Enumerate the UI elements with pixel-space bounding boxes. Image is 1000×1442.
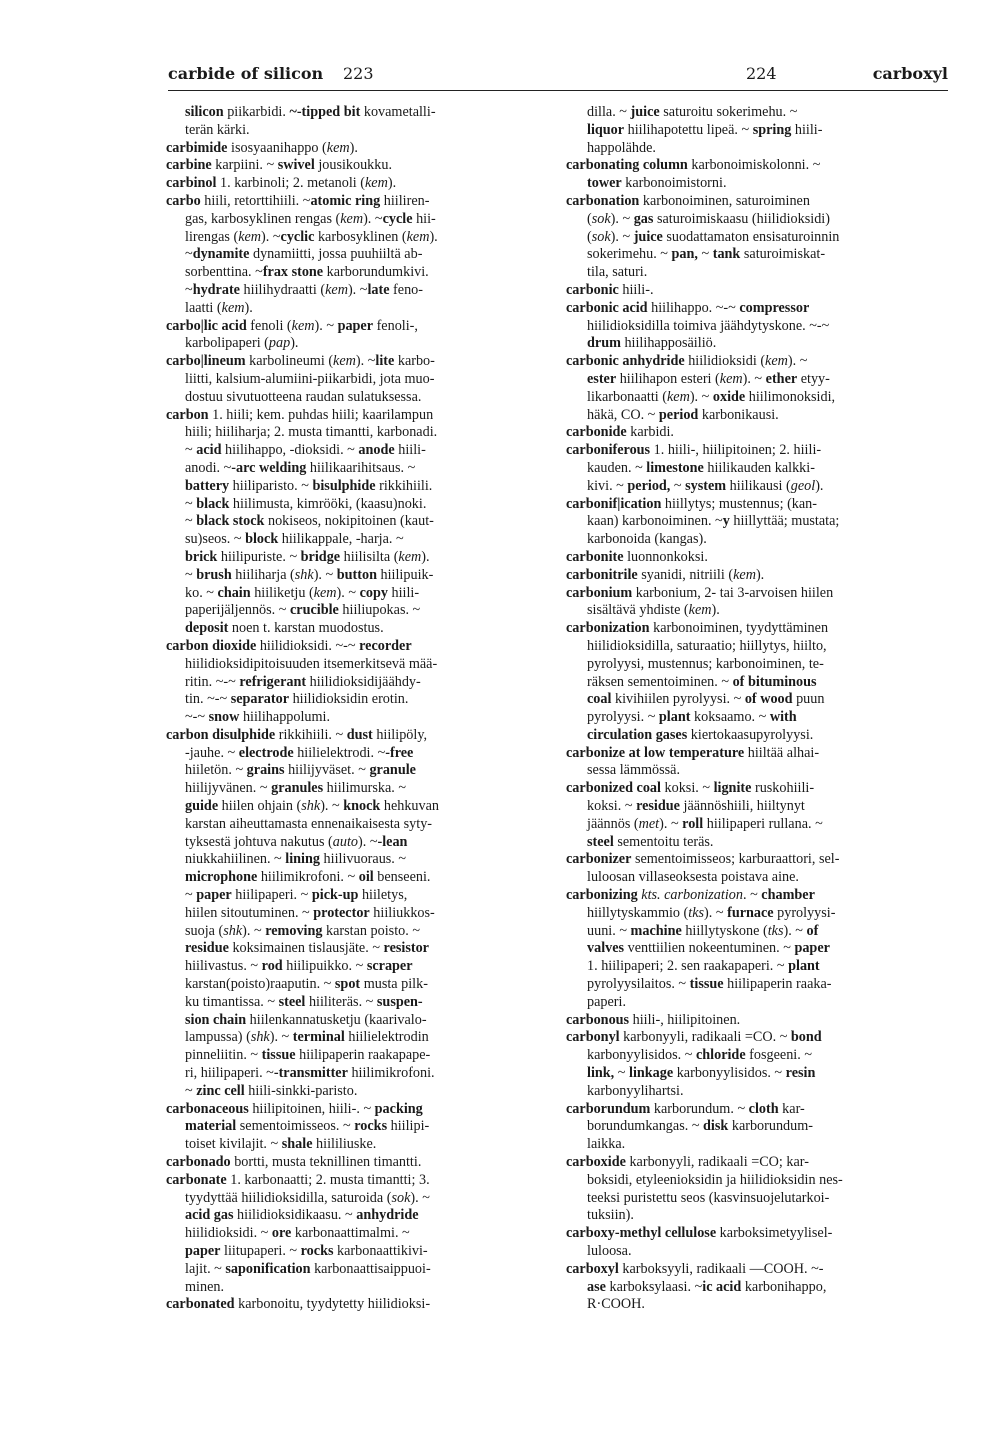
entry-continuation-line: karbolipaperi (pap). <box>185 335 299 352</box>
entry-line: carbonizer sementoimisseos; karburaattori, sel- <box>566 851 840 868</box>
entry-continuation-line: link, ~ linkage karbonyylisidos. ~ resin <box>587 1065 816 1082</box>
entry-continuation-line: acid gas hiilidioksidikaasu. ~ anhydride <box>185 1207 419 1224</box>
entry-continuation-line: minen. <box>185 1278 225 1295</box>
entry-line: carbonizing kts. carbonization. ~ chamber <box>566 887 815 904</box>
entry-line: carbon dioxide hiilidioksidi. ~-~ recorder <box>166 637 412 654</box>
entry-continuation-line: likarbonaatti (kem). ~ oxide hiilimonoksidi, <box>587 388 836 405</box>
entry-continuation-line: (sok). ~ gas saturoimiskaasu (hiilidioksidi) <box>587 210 830 227</box>
entry-continuation-line: paper liitupaperi. ~ rocks karbonaattikivi- <box>185 1243 428 1259</box>
header-rule <box>168 90 948 91</box>
entry-line: carbonitrile syanidi, nitriili (kem). <box>566 566 765 583</box>
entry-continuation-line: ~ brush hiiliharja (shk). ~ button hiilipuik- <box>185 566 434 583</box>
entry-continuation-line: räksen sementoiminen. ~ of bituminous <box>587 673 817 690</box>
entry-line: carbonium karbonium, 2- tai 3-arvoisen hiilen <box>566 584 834 601</box>
entry-line: carbonization karbonoiminen, tyydyttäminen <box>566 620 829 637</box>
entry-continuation-line: hiilidioksidilla toimiva jäähdytyskone. ~-~ <box>587 317 830 334</box>
entry-continuation-line: hiilidioksidipitoisuuden itsemerkitsevä mää- <box>185 655 438 672</box>
entry-continuation-line: battery hiiliparisto. ~ bisulphide rikkihiili. <box>185 477 433 494</box>
entry-continuation-line: ~ zinc cell hiili-sinkki-paristo. <box>185 1082 358 1099</box>
entry-continuation-line: karstan(poisto)raaputin. ~ spot musta pilk- <box>185 976 428 993</box>
entry-continuation-line: sokerimehu. ~ pan, ~ tank saturoimiskat- <box>587 246 826 263</box>
entry-line: carbonize at low temperature hiiltää alhai- <box>566 744 820 761</box>
entry-continuation-line: coal kivihiilen pyrolyysi. ~ of wood puun <box>587 691 825 708</box>
entry-continuation-line: hiilidioksidilla, saturaatio; hiillytys, hiilto, <box>587 637 827 654</box>
entry-continuation-line: liitti, kalsium-alumiini-piikarbidi, jota muo- <box>185 370 435 387</box>
entry-line: carbonate 1. karbonaatti; 2. musta timantti; 3. <box>166 1171 430 1188</box>
entry-continuation-line: microphone hiilimikrofoni. ~ oil benseeni. <box>185 869 431 886</box>
entry-line: carboniferous 1. hiili-, hiilipitoinen; 2. hiili- <box>566 442 822 459</box>
entry-continuation-line: ~dynamite dynamiitti, jossa puuhiiltä ab- <box>185 246 423 263</box>
entry-continuation-line: ritin. ~-~ refrigerant hiilidioksidijäähdy- <box>185 673 421 690</box>
entry-continuation-line: karstan aiheuttamasta ennenaikaisesta syty- <box>185 815 433 832</box>
entry-line: carboxyl karboksyyli, radikaali —COOH. ~- <box>566 1260 824 1277</box>
entry-continuation-line: tuksiin). <box>587 1207 634 1224</box>
entry-continuation-line: ~hydrate hiilihydraatti (kem). ~late feno- <box>185 281 423 298</box>
entry-continuation-line: hiillytyskammio (tks). ~ furnace pyrolyysi- <box>587 904 836 921</box>
entry-continuation-line: hiilen sitoutuminen. ~ protector hiiliukkos- <box>185 904 435 921</box>
entry-line: carbonyl karbonyyli, radikaali =CO. ~ bond <box>566 1029 822 1046</box>
entry-continuation-line: ester hiilihapon esteri (kem). ~ ether etyy- <box>587 370 830 387</box>
entry-continuation-line: happolähde. <box>587 139 656 156</box>
right-column <box>566 104 948 1314</box>
entry-continuation-line: suoja (shk). ~ removing karstan poisto. ~ <box>185 922 421 939</box>
entry-continuation-line: lirengas (kem). ~cyclic karbosyklinen (kem). <box>185 228 438 245</box>
entry-continuation-line: valves venttiilien nokeentuminen. ~ paper <box>587 940 830 957</box>
entry-continuation-line: steel sementoitu teräs. <box>587 833 714 850</box>
entry-line: carbonous hiili-, hiilipitoinen. <box>566 1011 741 1028</box>
entry-continuation-line: ku timantissa. ~ steel hiiliteräs. ~ suspen- <box>185 993 423 1010</box>
entry-continuation-line: ~ black stock nokiseos, nokipitoinen (kaut- <box>185 513 434 530</box>
entry-continuation-line: sion chain hiilenkannatusketju (kaarivalo- <box>185 1011 427 1028</box>
entry-continuation-line: 1. hiilipaperi; 2. sen raakapaperi. ~ plant <box>587 958 820 975</box>
entry-continuation-line: häkä, CO. ~ period karbonikausi. <box>587 406 779 423</box>
entry-continuation-line: material sementoimisseos. ~ rocks hiilipi- <box>185 1118 430 1135</box>
entry-continuation-line: liquor hiilihapotettu lipeä. ~ spring hiili- <box>587 121 823 138</box>
entry-continuation-line: luloosa. <box>587 1243 632 1259</box>
entry-continuation-line: ase karboksylaasi. ~ic acid karbonihappo, <box>587 1278 827 1295</box>
entry-continuation-line: terän kärki. <box>185 121 250 138</box>
entry-continuation-line: karbonyylisidos. ~ chloride fosgeeni. ~ <box>587 1047 813 1064</box>
entry-line: carbon disulphide rikkihiili. ~ dust hiilipöly, <box>166 726 428 743</box>
entry-continuation-line: laikka. <box>587 1136 626 1153</box>
entry-continuation-line: kauden. ~ limestone hiilikauden kalkki- <box>587 459 815 476</box>
entry-continuation-line: hiilivastus. ~ rod hiilipuikko. ~ scraper <box>185 958 413 975</box>
entry-continuation-line: hiiletön. ~ grains hiilijyväset. ~ granule <box>185 762 416 779</box>
entry-continuation-line: tin. ~-~ separator hiilidioksidin erotin. <box>185 691 409 708</box>
entry-continuation-line: ri, hiilipaperi. ~-transmitter hiilimikrofoni. <box>185 1065 435 1082</box>
entry-continuation-line: pyrolyysilaitos. ~ tissue hiilipaperin raaka- <box>587 976 832 993</box>
entry-continuation-line: silicon piikarbidi. ~-tipped bit kovametalli- <box>185 104 436 120</box>
entry-continuation-line: (sok). ~ juice suodattamaton ensisaturoinnin <box>587 228 840 245</box>
entry-continuation-line: laatti (kem). <box>185 299 253 316</box>
entry-continuation-line: borundumkangas. ~ disk karborundum- <box>587 1118 814 1135</box>
entry-continuation-line: drum hiilihapposäiliö. <box>587 335 717 352</box>
entry-continuation-line: sessa lämmössä. <box>587 762 680 779</box>
entry-line: carbonaceous hiilipitoinen, hiili-. ~ packing <box>166 1100 423 1117</box>
entry-continuation-line: toiset kivilajit. ~ shale hiililiuske. <box>185 1136 377 1153</box>
entry-continuation-line: karbonyylihartsi. <box>587 1082 684 1099</box>
entry-continuation-line: su)seos. ~ block hiilikappale, -harja. ~ <box>185 531 404 548</box>
entry-line: carboxide karbonyyli, radikaali =CO; kar- <box>566 1154 809 1171</box>
entry-continuation-line: gas, karbosyklinen rengas (kem). ~cycle hii- <box>185 210 436 227</box>
entry-continuation-line: lajit. ~ saponification karbonaattisaippuoi- <box>185 1260 431 1277</box>
entry-continuation-line: ~ black hiilimusta, kimrööki, (kaasu)noki. <box>185 495 427 512</box>
entry-continuation-line: pyrolyysi, mustennus; karbonoiminen, te- <box>587 655 824 672</box>
entry-line: carbonif|ication hiillytys; mustennus; (kan- <box>566 495 818 512</box>
entry-continuation-line: tower karbonoimistorni. <box>587 175 727 192</box>
entry-line: carbon 1. hiili; kem. puhdas hiili; kaarilampun <box>166 406 434 423</box>
entry-continuation-line: guide hiilen ohjain (shk). ~ knock hehkuvan <box>185 798 440 815</box>
entry-continuation-line: residue koksimainen tislausjäte. ~ resistor <box>185 940 429 957</box>
entry-continuation-line: hiili; hiiliharja; 2. musta timantti, karbonadi. <box>185 424 438 441</box>
right-page-number: 224 <box>746 64 777 83</box>
entry-line: carbonado bortti, musta teknillinen timantti. <box>166 1154 422 1171</box>
entry-continuation-line: uuni. ~ machine hiillytyskone (tks). ~ of <box>587 922 819 939</box>
entry-line: carbonic anhydride hiilidioksidi (kem). ~ <box>566 353 808 370</box>
entry-continuation-line: ~-~ snow hiilihappolumi. <box>185 709 331 726</box>
entry-continuation-line: sisältävä yhdiste (kem). <box>587 602 720 619</box>
entry-line: carbo|lic acid fenoli (kem). ~ paper fenoli-, <box>166 317 418 334</box>
entry-continuation-line: dostuu sivutuotteena raudan sulatuksessa. <box>185 388 422 405</box>
entry-continuation-line: dilla. ~ juice saturoitu sokerimehu. ~ <box>587 104 798 120</box>
entry-continuation-line: deposit noen t. karstan muodostus. <box>185 620 384 637</box>
entry-continuation-line: tyydyttää hiilidioksidilla, saturoida (sok). ~ <box>185 1189 430 1206</box>
entry-line: carbonite luonnonkoksi. <box>566 548 708 565</box>
entry-continuation-line: tyksestä johtuva nakutus (auto). ~-lean <box>185 833 408 850</box>
entry-line: carbonating column karbonoimiskolonni. ~ <box>566 157 821 174</box>
entry-line: carbinol 1. karbinoli; 2. metanoli (kem). <box>166 175 397 192</box>
page-header <box>168 64 948 88</box>
entry-continuation-line: ~ paper hiilipaperi. ~ pick-up hiiletys, <box>185 887 408 904</box>
entry-line: carbonic acid hiilihappo. ~-~ compressor <box>566 299 810 316</box>
entry-continuation-line: hiilijyvänen. ~ granules hiilimurska. ~ <box>185 780 407 797</box>
entry-continuation-line: koksi. ~ residue jäännöshiili, hiiltynyt <box>587 798 805 815</box>
entry-continuation-line: teeksi puristettu seos (kasvinsuojelutarkoi- <box>587 1189 830 1206</box>
entry-continuation-line: niukkahiilinen. ~ lining hiilivuoraus. ~ <box>185 851 407 868</box>
entry-continuation-line: jäännös (met). ~ roll hiilipaperi rullana. ~ <box>587 815 823 832</box>
left-column <box>166 104 546 1314</box>
entry-line: carborundum karborundum. ~ cloth kar- <box>566 1100 805 1117</box>
entry-continuation-line: R·COOH. <box>587 1296 645 1313</box>
entry-line: carbo|lineum karbolineumi (kem). ~lite karbo- <box>166 353 435 370</box>
entry-continuation-line: luloosan villaseoksesta poistava aine. <box>587 869 799 886</box>
entry-continuation-line: kaan) karbonoiminen. ~y hiillyttää; mustata; <box>587 513 840 530</box>
entry-continuation-line: anodi. ~-arc welding hiilikaarihitsaus. ~ <box>185 459 416 476</box>
entry-line: carbonation karbonoiminen, saturoiminen <box>566 192 810 209</box>
left-running-headword: carbide of silicon <box>168 64 324 83</box>
entry-continuation-line: paperijäljennös. ~ crucible hiiliupokas. ~ <box>185 602 421 619</box>
entry-line: carbine karpiini. ~ swivel jousikoukku. <box>166 157 393 174</box>
entry-line: carbonated karbonoitu, tyydytetty hiilidioksi- <box>166 1296 431 1313</box>
entry-continuation-line: boksidi, etyleenioksidin ja hiilidioksidin nes- <box>587 1171 843 1188</box>
entry-continuation-line: hiilidioksidi. ~ ore karbonaattimalmi. ~ <box>185 1225 410 1242</box>
entry-continuation-line: kivi. ~ period, ~ system hiilikausi (geol). <box>587 477 824 494</box>
entry-continuation-line: -jauhe. ~ electrode hiilielektrodi. ~-free <box>185 744 414 761</box>
entry-line: carbo hiili, retorttihiili. ~atomic ring hiiliren- <box>166 192 430 209</box>
entry-continuation-line: ~ acid hiilihappo, -dioksidi. ~ anode hiili- <box>185 442 426 459</box>
entry-line: carbonide karbidi. <box>566 424 674 441</box>
right-running-headword: carboxyl <box>872 64 948 83</box>
entry-line: carbonic hiili-. <box>566 281 654 298</box>
entry-continuation-line: paperi. <box>587 993 626 1010</box>
entry-continuation-line: ko. ~ chain hiiliketju (kem). ~ copy hiili- <box>185 584 420 601</box>
entry-continuation-line: pyrolyysi. ~ plant koksaamo. ~ with <box>587 709 797 726</box>
entry-continuation-line: tila, saturi. <box>587 264 648 281</box>
left-page-number: 223 <box>343 64 374 83</box>
entry-continuation-line: lampussa) (shk). ~ terminal hiilielektrodin <box>185 1029 429 1046</box>
entry-continuation-line: brick hiilipuriste. ~ bridge hiilisilta (kem). <box>185 548 430 565</box>
entry-continuation-line: circulation gases kiertokaasupyrolyysi. <box>587 726 814 743</box>
entry-continuation-line: sorbenttina. ~frax stone karborundumkivi. <box>185 264 429 281</box>
entry-line: carbonized coal koksi. ~ lignite ruskohiili- <box>566 780 815 797</box>
entry-continuation-line: pinneliitin. ~ tissue hiilipaperin raakapape- <box>185 1047 431 1064</box>
entry-line: carbimide isosyaanihappo (kem). <box>166 139 358 156</box>
entry-line: carboxy-methyl cellulose karboksimetyylisel- <box>566 1225 833 1242</box>
entry-continuation-line: karbonoida (kangas). <box>587 531 707 548</box>
